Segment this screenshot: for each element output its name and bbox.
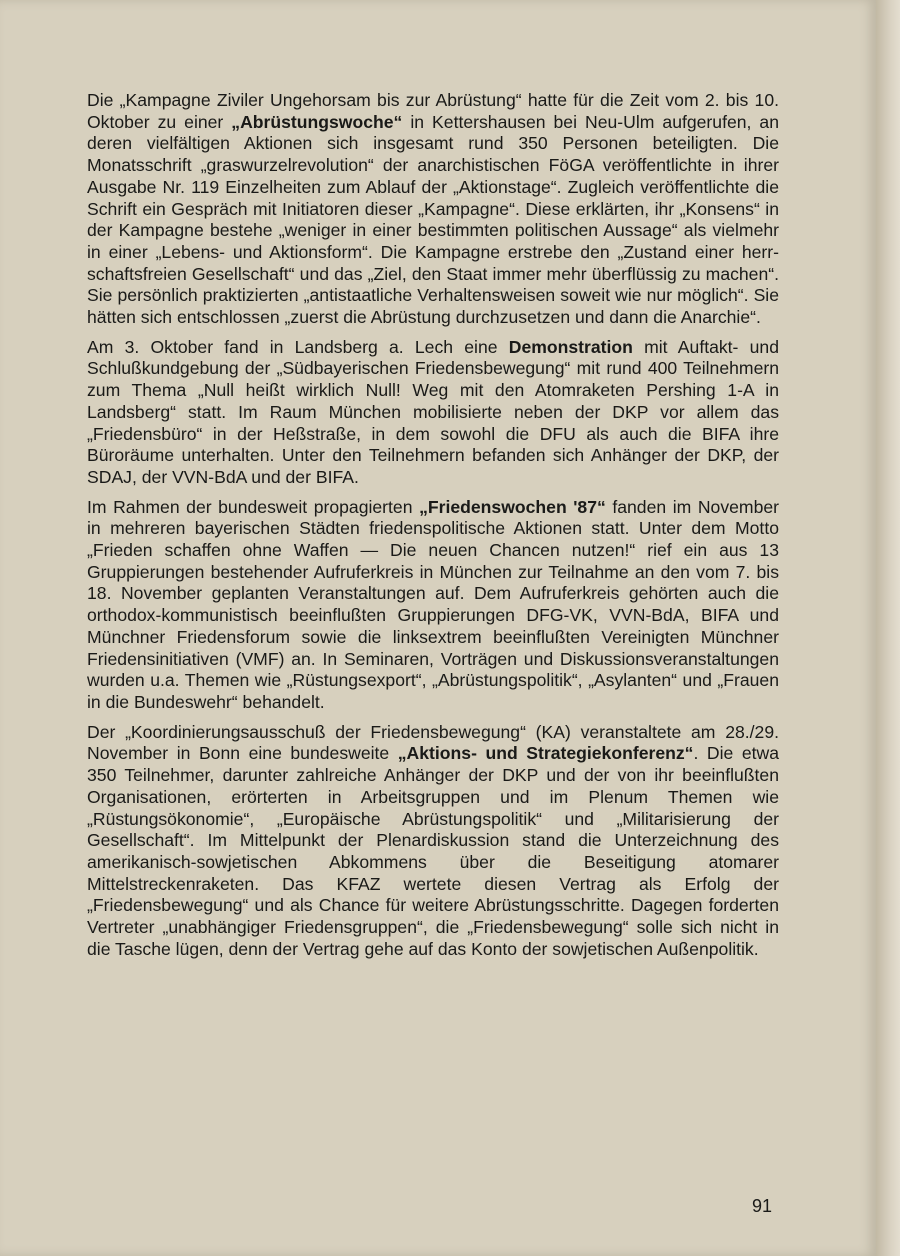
paragraph-4: Der „Koordinierungsausschuß der Friedensbewegung“ (KA) veranstaltete am 28./29. November in Bonn eine bundesweite „Aktions- und Strategiekonferenz“. Die etwa 350 Teilnehmer, darunter zahlreiche Anhänger der DKP und der von ihr beeinflußten Organisationen, erörterten in Arbeitsgruppen und im Plenum Themen wie „Rüstungsökonomie“, „Europäische Abrüstungspolitik“ und „Militarisierung der Gesellschaft“. Im Mittelpunkt der Plenardiskussion stand die Unterzeichnung des amerikanisch-sowjetischen Abkommens über die Beseitigung atomarer Mittelstreckenraketen. Das KFAZ wertete diesen Vertrag als Erfolg der „Friedensbewegung“ und als Chance für weitere Abrüstungsschritte. Dagegen forderten Vertreter „unabhängiger Friedensgruppen“, die „Friedensbewegung“ solle sich nicht in die Tasche lügen, denn der Vertrag gehe auf das Konto der sowjetischen Außenpolitik. [87, 721, 780, 959]
paragraph-3: Im Rahmen der bundesweit propagierten „Friedenswochen '87“ fanden im November in mehreren bayerischen Städten friedenspolitische Aktionen statt. Unter dem Motto „Frieden schaffen ohne Waffen — Die neuen Chancen nutzen!“ rief ein aus 13 Gruppierungen bestehender Aufruferkreis in München zur Teilnahme an den vom 7. bis 18. November geplanten Veranstaltungen auf. Dem Aufruferkreis gehörten auch die orthodox-kommunistisch beeinflußten Gruppierungen DFG-VK, VVN-BdA, BIFA und Münchner Friedensforum sowie die linksextrem beeinflußten Vereinigten Münchner Friedensinitiativen (VMF) an. In Seminaren, Vorträgen und Diskussionsveranstaltungen wurden u.a. Themen wie „Rüstungsexport“, „Abrüstungspolitik“, „Asylanten“ und „Frauen in die Bundeswehr“ behandelt. [87, 496, 779, 712]
body-text [87, 90, 779, 968]
bold-term: Demonstration [508, 336, 633, 357]
page-number: 91 [752, 1196, 773, 1216]
bold-term: „Friedenswochen '87“ [419, 496, 606, 517]
paragraph-2: Am 3. Oktober fand in Landsberg a. Lech eine Demonstration mit Auftakt- und Schlußkundgebung der „Südbayerischen Friedensbewegung“ mit rund 400 Teilnehmern zum Thema „Null heißt wirklich Null! Weg mit den Atomraketen Pershing 1-A in Landsberg“ statt. Im Raum München mobilisierte neben der DKP vor allem das „Friedensbüro“ in der Heßstraße, in dem sowohl die DFU als auch die BIFA ihre Büroräume unterhalten. Unter den Teilnehmern befanden sich Anhänger der DKP, der SDAJ, der VVN-BdA und der BIFA. [87, 336, 779, 487]
paragraph-1: Die „Kampagne Ziviler Ungehorsam bis zur Abrüstung“ hatte für die Zeit vom 2. bis 10. Oktober zu einer „Abrüstungswoche“ in Kettershausen bei Neu-Ulm aufgerufen, an deren vielfältigen Aktionen sich insgesamt rund 350 Personen beteiligten. Die Monatsschrift „graswurzelrevolution“ der anarchistischen FöGA veröffentlichte in ihrer Ausgabe Nr. 119 Einzelheiten zum Ablauf der „Aktionstage“. Zugleich veröffentlichte die Schrift ein Gespräch mit Initiatoren dieser „Kampagne“. Diese erklärten, ihr „Konsens“ in der Kampagne bestehe „weniger in einer bestimmten politischen Aussage“ als vielmehr in einer „Lebens- und Aktionsform“. Die Kampagne erstrebe den „Zustand einer herrschaftsfreien Gesellschaft“ und das „Ziel, den Staat immer mehr überflüssig zu machen“. Sie persönlich praktizierten „antistaatliche Verhaltensweisen soweit wie nur möglich“. Sie hätten sich entschlossen „zuerst die Abrüstung durchzusetzen und dann die Anarchie“. [87, 90, 779, 328]
bold-term: „Aktions- und Strategiekonferenz“ [397, 743, 694, 764]
bold-term: „Abrüstungswoche“ [231, 111, 403, 132]
page-edge [876, 0, 900, 1256]
